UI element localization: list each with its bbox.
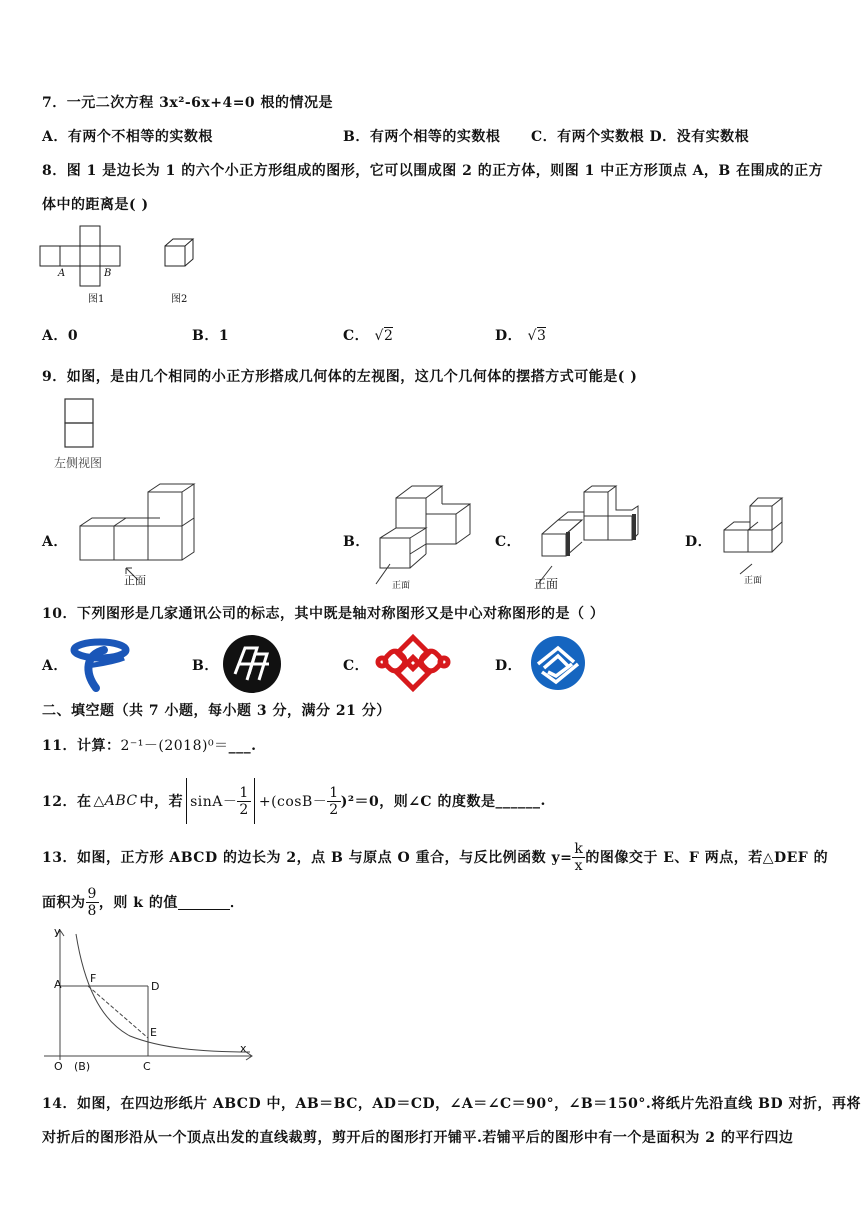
- mobile-logo-icon: [528, 634, 588, 692]
- q12-triangle: △ABC: [93, 793, 138, 809]
- q13-line2-a: 面积为: [42, 895, 86, 911]
- q8-option-d-label: D．: [495, 328, 523, 344]
- q13-line1-b: 的图像交于 E、F 两点，若△DEF 的: [585, 850, 829, 866]
- q8-line2: 体中的距离是( ): [42, 197, 149, 213]
- q8-option-c-label: C．: [343, 328, 370, 344]
- q13-k: k: [574, 840, 584, 857]
- q8-fig2-label: 图2: [171, 294, 188, 305]
- q12-half-fraction-2: [327, 785, 340, 818]
- q11-blank: ___.: [228, 738, 257, 754]
- sqrt-icon: √: [527, 328, 537, 344]
- q8-cube-figure: [163, 238, 195, 270]
- q13-graph-b-label: (B): [74, 1060, 91, 1073]
- q12-half-den: 2: [239, 801, 249, 818]
- q8-option-d: [495, 325, 546, 345]
- q12-mid: 中，若: [139, 794, 184, 810]
- q11-expression: 2⁻¹－(2018)⁰＝: [120, 738, 229, 754]
- q9-view-label: 左侧视图: [54, 456, 103, 470]
- telecom-logo-icon: [70, 636, 130, 692]
- q8-option-d-value: 3: [536, 328, 547, 344]
- q13-graph: [40, 924, 260, 1074]
- sqrt-icon: √: [374, 328, 384, 344]
- q13-line2: [42, 880, 244, 924]
- q13-graph-c-label: C: [143, 1060, 151, 1073]
- q8-fig1-label: 图1: [88, 294, 105, 305]
- q8-point-a: A: [58, 268, 66, 279]
- q9-option-b-figure: [372, 488, 472, 592]
- q13-area-num: 9: [87, 885, 97, 902]
- q13-line2-b: ，则 k 的值: [98, 895, 178, 911]
- q10-option-c: C．: [343, 658, 370, 674]
- q13-graph-e-label: E: [150, 1026, 157, 1039]
- q14-line2: 对折后的图形沿从一个顶点出发的直线裁剪，剪开后的图形打开铺平.若铺平后的图形中有一个是面积为 2 的平行四边: [42, 1130, 794, 1146]
- q7-option-a: A．有两个不相等的实数根: [42, 129, 213, 145]
- q7-option-c-d: C．有两个实数根 D．没有实数根: [531, 129, 750, 145]
- q9-option-b: B．: [343, 534, 370, 550]
- q11-line: [42, 735, 256, 755]
- q13-k-over-x: [572, 841, 585, 874]
- q10-option-a: A．: [42, 658, 68, 674]
- q9-option-c: C．: [495, 534, 522, 550]
- q11-prefix: 11．计算：: [42, 738, 121, 754]
- q12-half-num-2: 1: [329, 784, 339, 801]
- q13-graph-o-label: O: [54, 1060, 63, 1073]
- q13-graph-f-label: F: [90, 972, 97, 985]
- q8-option-a: A．0: [42, 328, 79, 344]
- q13-x: x: [574, 857, 584, 874]
- q8-net-figure: [40, 226, 130, 288]
- q9-stem: 9．如图，是由几个相同的小正方形搭成几何体的左视图，这几个几何体的摆搭方式可能是( ): [42, 369, 638, 385]
- q8-option-c-value: 2: [383, 328, 394, 344]
- q9-option-d: D．: [685, 534, 713, 550]
- q12-prefix: 12．在: [42, 794, 92, 810]
- q13-area-fraction: [86, 886, 99, 919]
- unicom-knot-logo-icon: [376, 636, 450, 690]
- q8-line1: 8．图 1 是边长为 1 的六个小正方形组成的图形，它可以围成图 2 的正方体，则图 1 中正方形顶点 A，B 在围成的正方: [42, 163, 824, 179]
- q9-front-label-b: 正面: [392, 581, 411, 591]
- q13-graph-x-label: x: [240, 1042, 247, 1055]
- q12-line: [42, 776, 546, 826]
- q9-front-label-c: 正面: [534, 577, 559, 591]
- q13-graph-a-label: A: [54, 978, 62, 991]
- q12-tail: )²＝0，则∠C 的度数是: [340, 794, 496, 810]
- netcom-logo-icon: [221, 634, 283, 694]
- q13-line1: [42, 836, 828, 878]
- q12-abs-right-bar: [254, 778, 255, 824]
- q12-half-den-2: 2: [329, 801, 339, 818]
- q13-graph-d-label: D: [151, 980, 160, 993]
- q12-cos-part: +(cosB－: [258, 794, 328, 810]
- q8-option-c: [343, 325, 393, 345]
- q10-option-d: D．: [495, 658, 523, 674]
- q13-area-den: 8: [87, 902, 97, 919]
- q10-option-b: B．: [192, 658, 219, 674]
- q8-option-b: B．1: [192, 328, 230, 344]
- q9-option-a: A．: [42, 534, 68, 550]
- q7-option-b: B．有两个相等的实数根: [343, 129, 501, 145]
- q9-left-view-figure: [64, 398, 96, 450]
- q12-half-fraction: [237, 785, 250, 818]
- q14-line1: 14．如图，在四边形纸片 ABCD 中，AB＝BC，AD＝CD，∠A＝∠C＝90°，∠B＝150°.将纸片先沿直线 BD 对折，再将: [42, 1096, 862, 1112]
- q9-front-label-d: 正面: [744, 576, 763, 586]
- q12-half-num: 1: [239, 784, 249, 801]
- q8-point-b: B: [104, 268, 112, 279]
- q9-option-d-figure: [722, 494, 790, 578]
- q13-graph-y-label: y: [54, 925, 61, 938]
- q7-stem: 7．一元二次方程 3x²-6x+4=0 根的情况是: [42, 95, 334, 111]
- q10-stem: 10．下列图形是几家通讯公司的标志，其中既是轴对称图形又是中心对称图形的是（ ）: [42, 606, 605, 622]
- q13-answer-blank: [178, 895, 230, 910]
- q12-abs-left-bar: [186, 778, 187, 824]
- q13-line1-a: 13．如图，正方形 ABCD 的边长为 2，点 B 与原点 O 重合，与反比例函数 y=: [42, 850, 573, 866]
- q12-blank: ______.: [495, 793, 546, 809]
- section-2-title: 二、填空题（共 7 小题，每小题 3 分，满分 21 分）: [42, 703, 391, 719]
- q9-front-label-a: 正面: [124, 574, 146, 587]
- q12-sin-part: sinA－: [190, 794, 238, 810]
- q13-line2-c: ．: [229, 895, 245, 911]
